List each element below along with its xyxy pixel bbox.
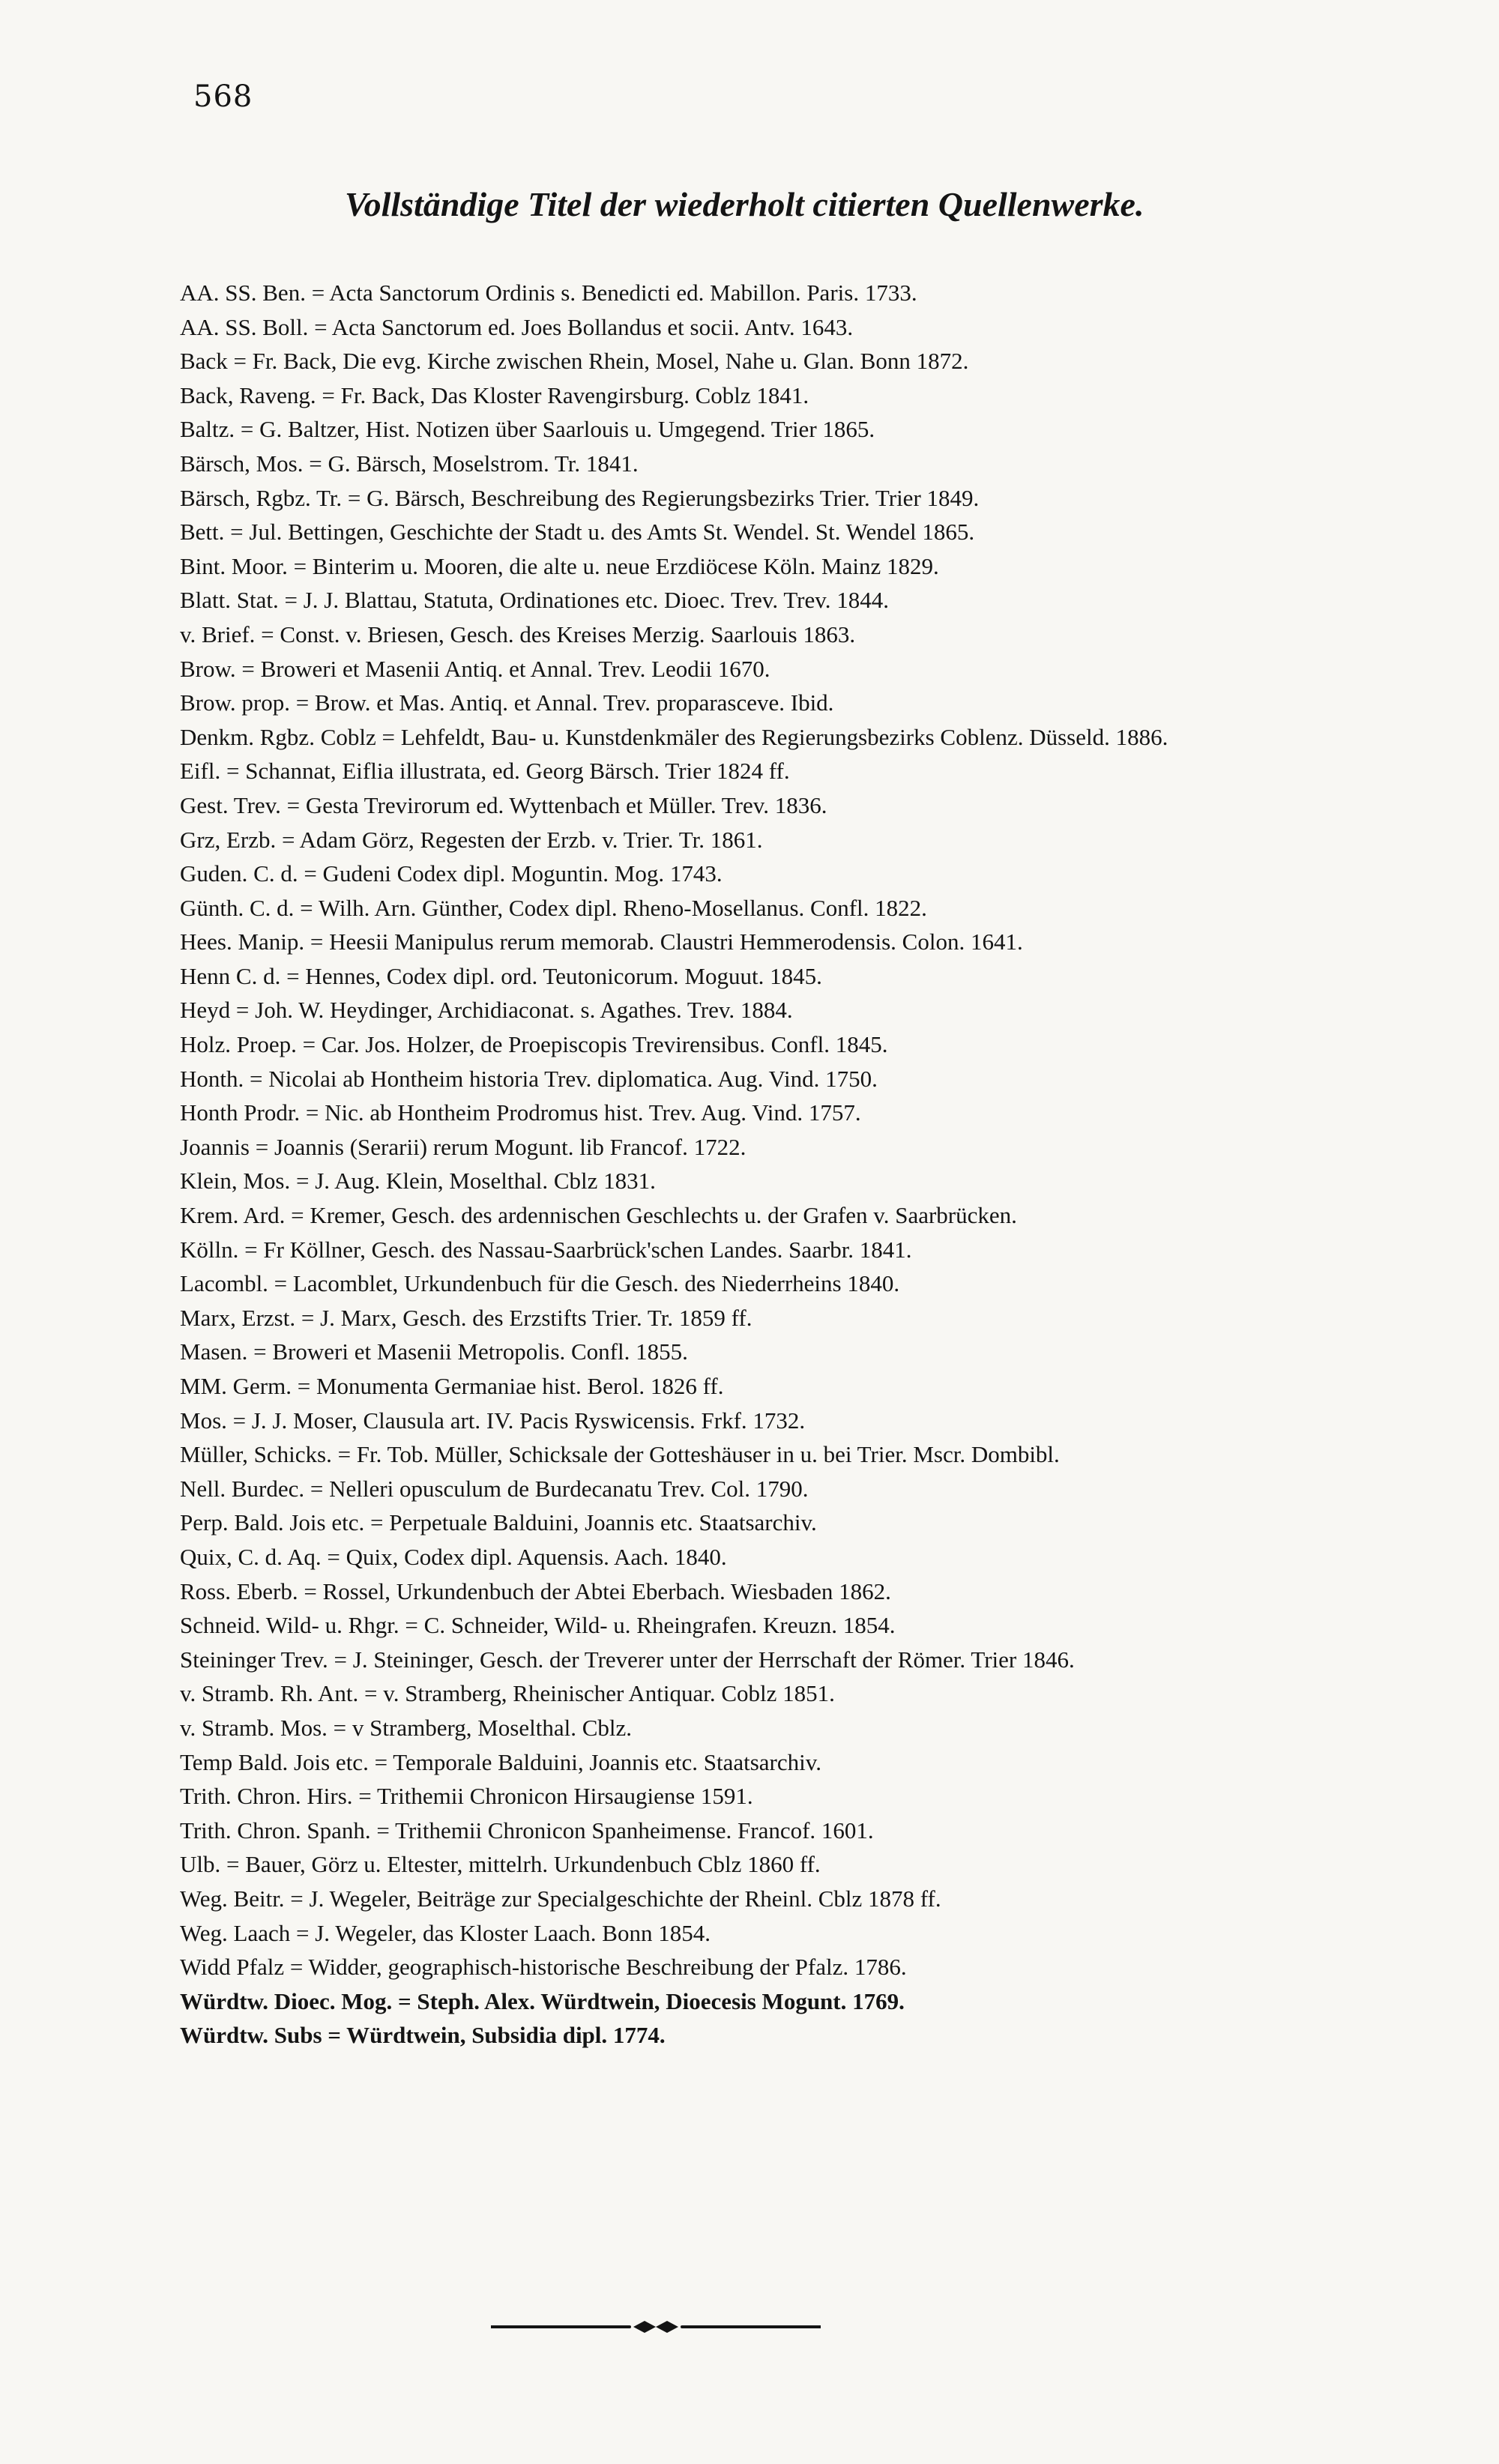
reference-entry: Widd Pfalz = Widder, geographisch-historische Beschreibung der Pfalz. 1786. bbox=[180, 1954, 907, 1981]
reference-entry: Denkm. Rgbz. Coblz = Lehfeldt, Bau- u. Kunstdenkmäler des Regierungsbezirks Coblenz. Düsseld. 1886. bbox=[180, 723, 1168, 750]
reference-entry: Klein, Mos. = J. Aug. Klein, Moselthal. Cblz 1831. bbox=[180, 1168, 656, 1195]
reference-entry: Back = Fr. Back, Die evg. Kirche zwischen Rhein, Mosel, Nahe u. Glan. Bonn 1872. bbox=[180, 348, 969, 375]
reference-entry: Kölln. = Fr Köllner, Gesch. des Nassau-Saarbrück'schen Landes. Saarbr. 1841. bbox=[180, 1236, 912, 1263]
reference-entry: v. Stramb. Rh. Ant. = v. Stramberg, Rheinischer Antiquar. Coblz 1851. bbox=[180, 1680, 835, 1707]
reference-entry: Grz, Erzb. = Adam Görz, Regesten der Erzb. v. Trier. Tr. 1861. bbox=[180, 826, 763, 853]
reference-entry: Ross. Eberb. = Rossel, Urkundenbuch der Abtei Eberbach. Wiesbaden 1862. bbox=[180, 1577, 891, 1604]
reference-entry: Guden. C. d. = Gudeni Codex dipl. Moguntin. Mog. 1743. bbox=[180, 860, 723, 887]
page-number: 568 bbox=[193, 79, 253, 114]
reference-entry: Schneid. Wild- u. Rhgr. = C. Schneider, Wild- u. Rheingrafen. Kreuzn. 1854. bbox=[180, 1612, 896, 1639]
reference-entry: Honth Prodr. = Nic. ab Hontheim Prodromus hist. Trev. Aug. Vind. 1757. bbox=[180, 1099, 861, 1126]
end-ornament bbox=[491, 2312, 821, 2342]
reference-entry: v. Stramb. Mos. = v Stramberg, Moselthal. Cblz. bbox=[180, 1714, 633, 1741]
reference-entry: Gest. Trev. = Gesta Trevirorum ed. Wyttenbach et Müller. Trev. 1836. bbox=[180, 791, 827, 818]
reference-entry: Back, Raveng. = Fr. Back, Das Kloster Ravengirsburg. Coblz 1841. bbox=[180, 381, 809, 408]
reference-entry: Brow. = Broweri et Masenii Antiq. et Annal. Trev. Leodii 1670. bbox=[180, 655, 770, 682]
reference-list bbox=[180, 276, 1424, 2053]
page-title: Vollständige Titel der wiederholt citierten Quellenwerke. bbox=[345, 185, 1144, 223]
reference-entry: Bett. = Jul. Bettingen, Geschichte der Stadt u. des Amts St. Wendel. St. Wendel 1865. bbox=[180, 519, 975, 546]
reference-entry: Würdtw. Subs = Würdtwein, Subsidia dipl. 1774. bbox=[180, 2022, 666, 2049]
reference-entry: Holz. Proep. = Car. Jos. Holzer, de Proepiscopis Trevirensibus. Confl. 1845. bbox=[180, 1031, 888, 1058]
reference-entry: Perp. Bald. Jois etc. = Perpetuale Balduini, Joannis etc. Staatsarchiv. bbox=[180, 1509, 817, 1536]
reference-entry: Heyd = Joh. W. Heydinger, Archidiaconat. s. Agathes. Trev. 1884. bbox=[180, 997, 793, 1024]
reference-entry: Lacombl. = Lacomblet, Urkundenbuch für die Gesch. des Niederrheins 1840. bbox=[180, 1270, 900, 1297]
reference-entry: Müller, Schicks. = Fr. Tob. Müller, Schicksale der Gotteshäuser in u. bei Trier. Mscr. Dombibl. bbox=[180, 1441, 1060, 1468]
reference-entry: Blatt. Stat. = J. J. Blattau, Statuta, Ordinationes etc. Dioec. Trev. Trev. 1844. bbox=[180, 587, 889, 614]
reference-entry: Nell. Burdec. = Nelleri opusculum de Burdecanatu Trev. Col. 1790. bbox=[180, 1475, 809, 1502]
reference-entry: Trith. Chron. Hirs. = Trithemii Chronicon Hirsaugiense 1591. bbox=[180, 1783, 753, 1810]
reference-entry: Trith. Chron. Spanh. = Trithemii Chronicon Spanheimense. Francof. 1601. bbox=[180, 1817, 874, 1844]
reference-entry: Quix, C. d. Aq. = Quix, Codex dipl. Aquensis. Aach. 1840. bbox=[180, 1543, 727, 1570]
reference-entry: Hees. Manip. = Heesii Manipulus rerum memorab. Claustri Hemmerodensis. Colon. 1641. bbox=[180, 928, 1023, 955]
reference-entry: Bint. Moor. = Binterim u. Mooren, die alte u. neue Erzdiöcese Köln. Mainz 1829. bbox=[180, 552, 939, 579]
reference-entry: Weg. Laach = J. Wegeler, das Kloster Laach. Bonn 1854. bbox=[180, 1919, 711, 1946]
reference-entry: Eifl. = Schannat, Eiflia illustrata, ed. Georg Bärsch. Trier 1824 ff. bbox=[180, 758, 790, 785]
reference-entry: Honth. = Nicolai ab Hontheim historia Trev. diplomatica. Aug. Vind. 1750. bbox=[180, 1065, 878, 1092]
reference-entry: v. Brief. = Const. v. Briesen, Gesch. des Kreises Merzig. Saarlouis 1863. bbox=[180, 620, 856, 647]
reference-entry: MM. Germ. = Monumenta Germaniae hist. Berol. 1826 ff. bbox=[180, 1373, 724, 1399]
reference-entry: Weg. Beitr. = J. Wegeler, Beiträge zur Specialgeschichte der Rheinl. Cblz 1878 ff. bbox=[180, 1885, 941, 1912]
reference-entry: AA. SS. Ben. = Acta Sanctorum Ordinis s. Benedicti ed. Mabillon. Paris. 1733. bbox=[180, 280, 917, 306]
reference-entry: Würdtw. Dioec. Mog. = Steph. Alex. Würdtwein, Dioecesis Mogunt. 1769. bbox=[180, 1987, 905, 2014]
reference-entry: Masen. = Broweri et Masenii Metropolis. Confl. 1855. bbox=[180, 1338, 688, 1365]
reference-entry: Henn C. d. = Hennes, Codex dipl. ord. Teutonicorum. Moguut. 1845. bbox=[180, 962, 822, 989]
reference-entry: Steininger Trev. = J. Steininger, Gesch. der Treverer unter der Herrschaft der Römer. Trier 1846. bbox=[180, 1646, 1075, 1673]
reference-entry: Marx, Erzst. = J. Marx, Gesch. des Erzstifts Trier. Tr. 1859 ff. bbox=[180, 1304, 752, 1331]
reference-entry: Temp Bald. Jois etc. = Temporale Balduini, Joannis etc. Staatsarchiv. bbox=[180, 1748, 821, 1775]
reference-entry: Bärsch, Rgbz. Tr. = G. Bärsch, Beschreibung des Regierungsbezirks Trier. Trier 1849. bbox=[180, 484, 980, 511]
reference-entry: Mos. = J. J. Moser, Clausula art. IV. Pacis Ryswicensis. Frkf. 1732. bbox=[180, 1407, 806, 1434]
reference-entry: Baltz. = G. Baltzer, Hist. Notizen über Saarlouis u. Umgegend. Trier 1865. bbox=[180, 416, 875, 443]
reference-entry: Bärsch, Mos. = G. Bärsch, Moselstrom. Tr. 1841. bbox=[180, 450, 639, 477]
reference-entry: Ulb. = Bauer, Görz u. Eltester, mittelrh. Urkundenbuch Cblz 1860 ff. bbox=[180, 1851, 821, 1878]
reference-entry: Krem. Ard. = Kremer, Gesch. des ardennischen Geschlechts u. der Grafen v. Saarbrücken. bbox=[180, 1202, 1017, 1229]
reference-entry: Brow. prop. = Brow. et Mas. Antiq. et Annal. Trev. proparasceve. Ibid. bbox=[180, 689, 834, 716]
reference-entry: Joannis = Joannis (Serarii) rerum Mogunt. lib Francof. 1722. bbox=[180, 1133, 747, 1160]
reference-entry: AA. SS. Boll. = Acta Sanctorum ed. Joes Bollandus et socii. Antv. 1643. bbox=[180, 313, 854, 340]
reference-entry: Günth. C. d. = Wilh. Arn. Günther, Codex dipl. Rheno-Mosellanus. Confl. 1822. bbox=[180, 894, 927, 921]
